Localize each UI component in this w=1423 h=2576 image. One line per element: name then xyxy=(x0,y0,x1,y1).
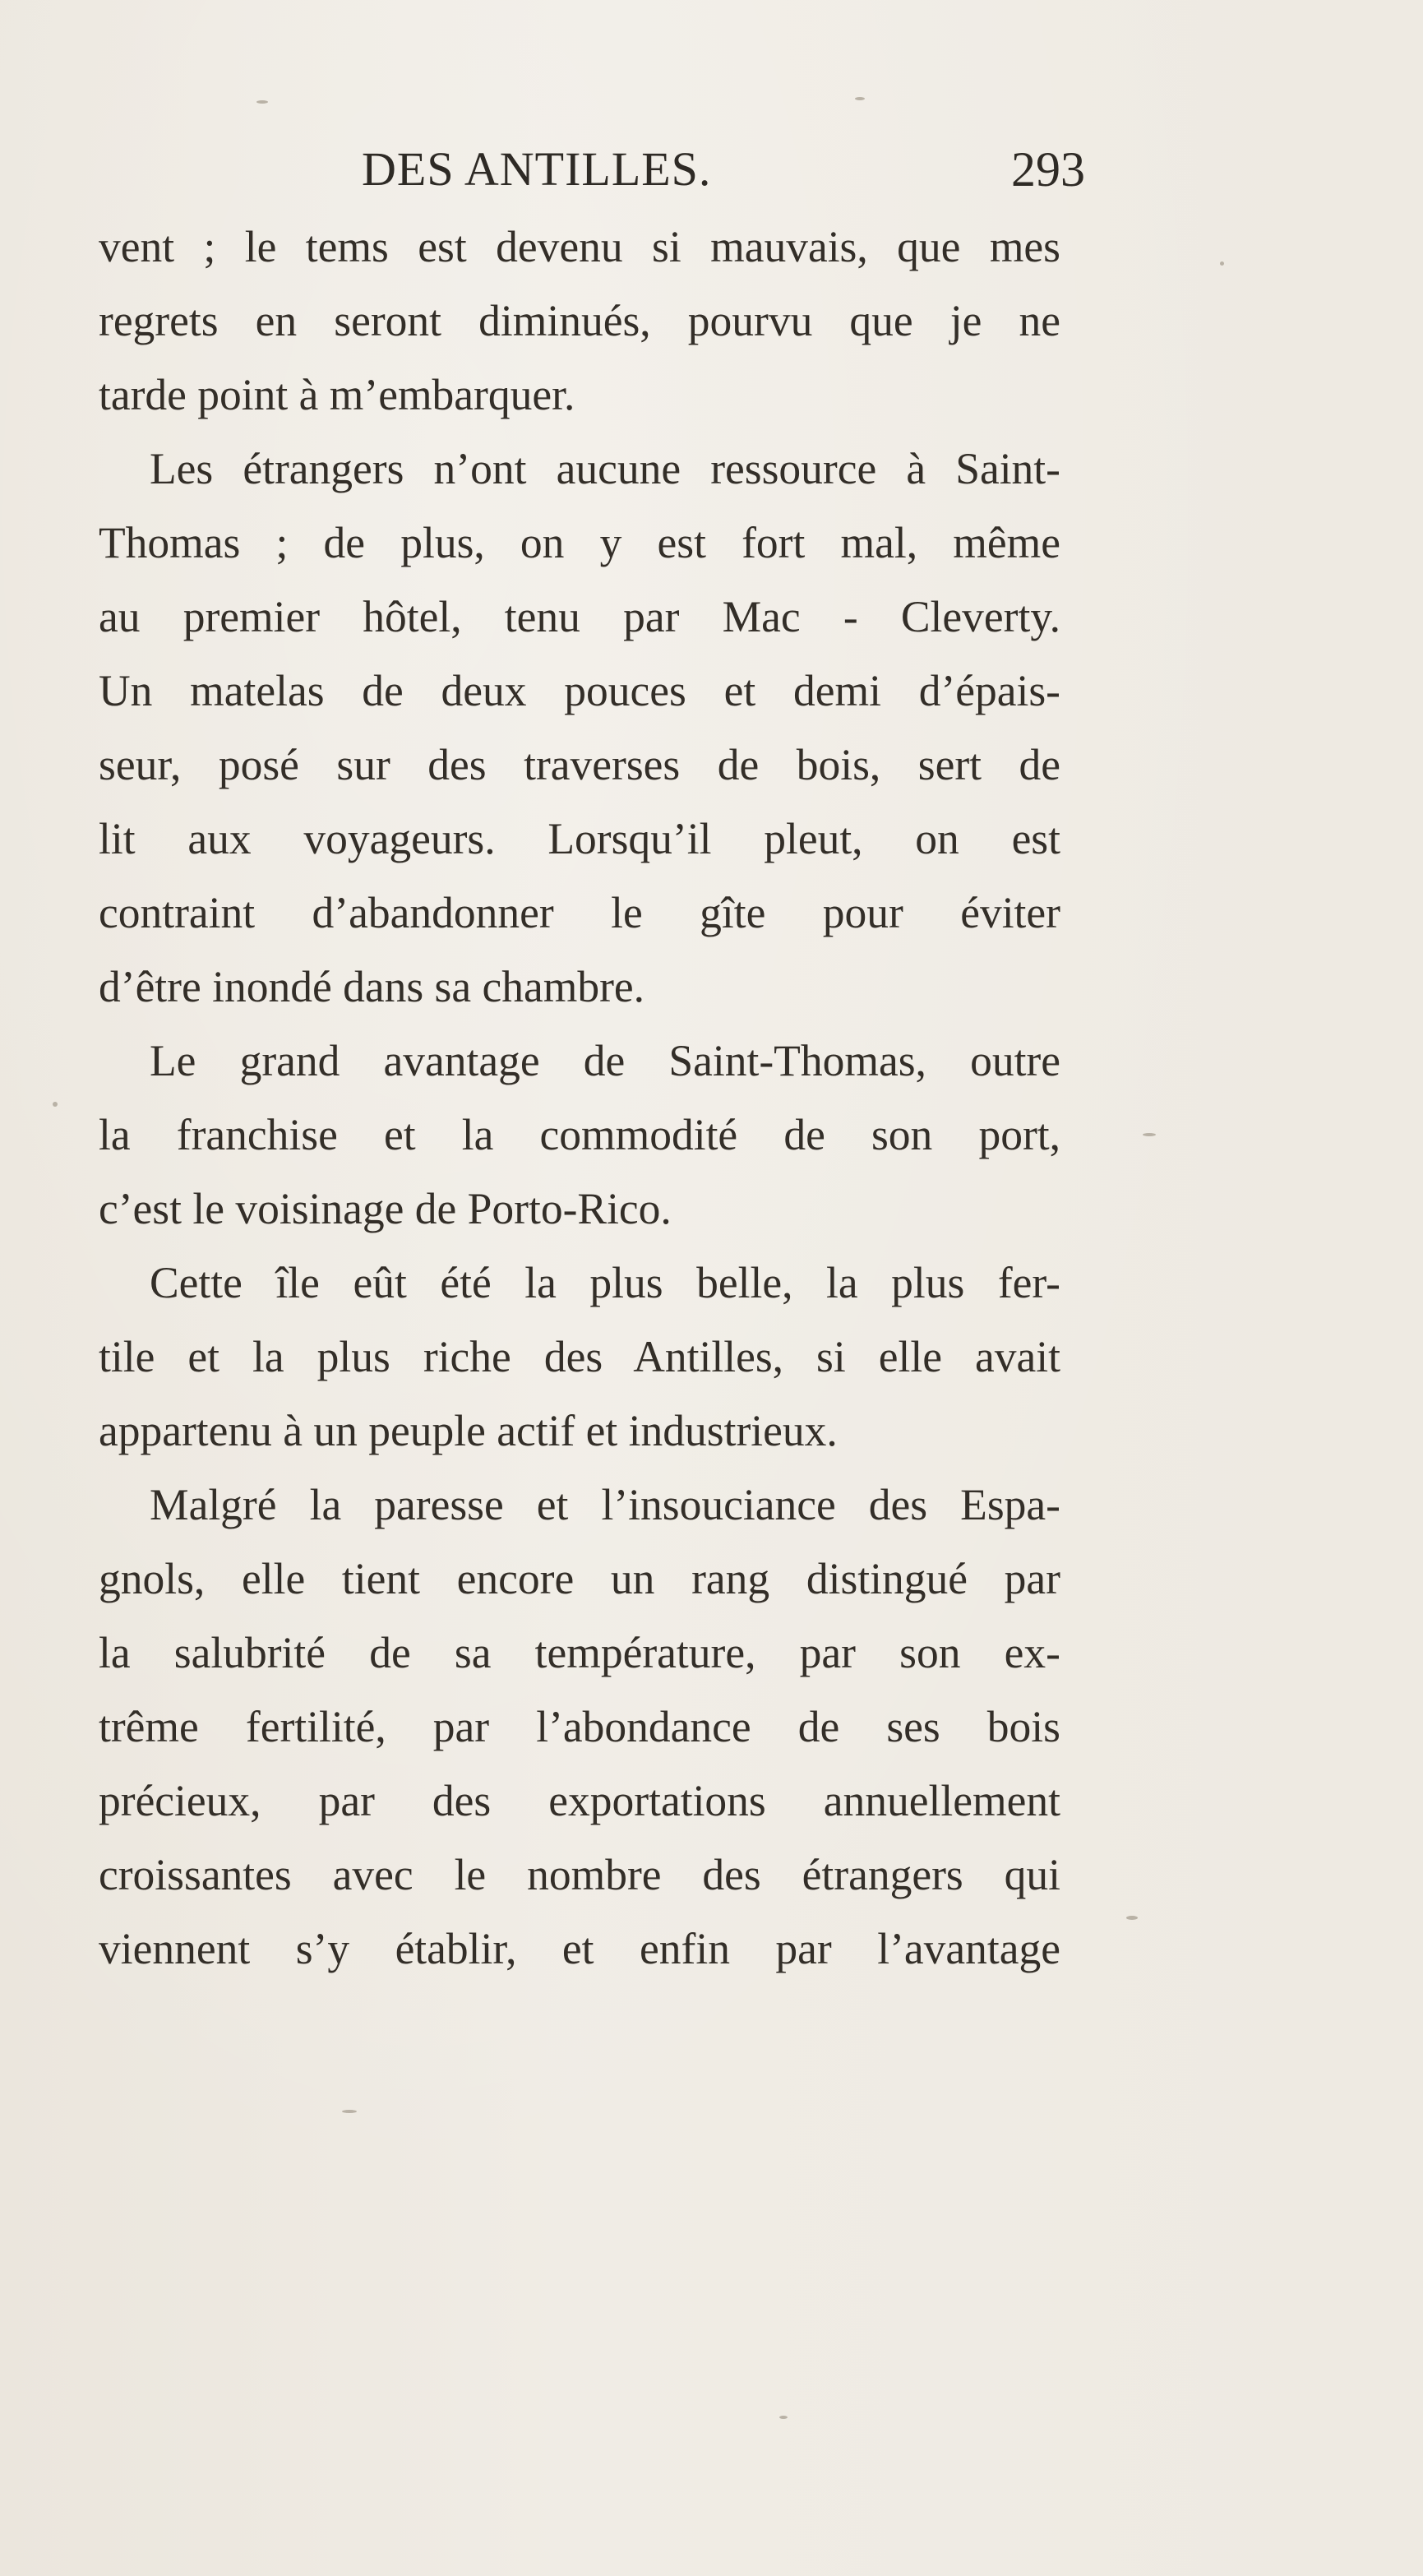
paper-speck xyxy=(342,2110,357,2113)
text-line: la franchise et la commodité de son port, xyxy=(99,1110,1060,1159)
page-number: 293 xyxy=(1011,142,1085,197)
text-line: croissantes avec le nombre des étrangers qui xyxy=(99,1850,1060,1899)
text-line: tile et la plus riche des Antilles, si elle avait xyxy=(99,1332,1060,1381)
text-line: Cette île eût été la plus belle, la plus fer- xyxy=(150,1258,1060,1307)
text-line: appartenu à un peuple actif et industrieux. xyxy=(99,1406,838,1455)
paper-speck xyxy=(779,2416,788,2419)
text-line: gnols, elle tient encore un rang distingué par xyxy=(99,1554,1060,1603)
body-text xyxy=(99,210,1060,1986)
text-line: lit aux voyageurs. Lorsqu’il pleut, on est xyxy=(99,814,1060,863)
text-line: précieux, par des exportations annuellement xyxy=(99,1776,1060,1825)
text-line: Malgré la paresse et l’insouciance des Espa- xyxy=(150,1480,1060,1529)
text-line: Thomas ; de plus, on y est fort mal, même xyxy=(99,518,1060,567)
paragraph xyxy=(99,1468,1060,1986)
paper-speck xyxy=(1126,1916,1138,1920)
text-line: tarde point à m’embarquer. xyxy=(99,370,575,419)
text-line: c’est le voisinage de Porto-Rico. xyxy=(99,1184,672,1233)
text-line: seur, posé sur des traverses de bois, sert de xyxy=(99,740,1060,789)
text-line: contraint d’abandonner le gîte pour éviter xyxy=(99,888,1060,937)
text-line: Le grand avantage de Saint-Thomas, outre xyxy=(150,1036,1060,1085)
paper-speck xyxy=(1143,1133,1156,1136)
paper-speck xyxy=(1220,261,1224,266)
paragraph xyxy=(99,210,1060,432)
text-line: d’être inondé dans sa chambre. xyxy=(99,962,645,1011)
paragraph xyxy=(99,1246,1060,1468)
text-line: la salubrité de sa température, par son ex- xyxy=(99,1628,1060,1677)
running-title: DES ANTILLES. xyxy=(362,142,712,196)
paragraph xyxy=(99,432,1060,1024)
paragraph xyxy=(99,1024,1060,1246)
paper-speck xyxy=(53,1102,58,1107)
page-header xyxy=(362,141,1085,207)
paper-speck xyxy=(256,100,268,104)
paper-speck xyxy=(855,97,865,100)
text-line: vent ; le tems est devenu si mauvais, que mes xyxy=(99,222,1060,271)
text-line: trême fertilité, par l’abondance de ses bois xyxy=(99,1702,1060,1751)
text-line: Les étrangers n’ont aucune ressource à Saint- xyxy=(150,444,1060,493)
text-line: regrets en seront diminués, pourvu que je ne xyxy=(99,296,1060,345)
text-line: au premier hôtel, tenu par Mac - Cleverty. xyxy=(99,592,1060,641)
text-line: Un matelas de deux pouces et demi d’épais- xyxy=(99,666,1060,715)
text-line: viennent s’y établir, et enfin par l’avantage xyxy=(99,1924,1060,1973)
